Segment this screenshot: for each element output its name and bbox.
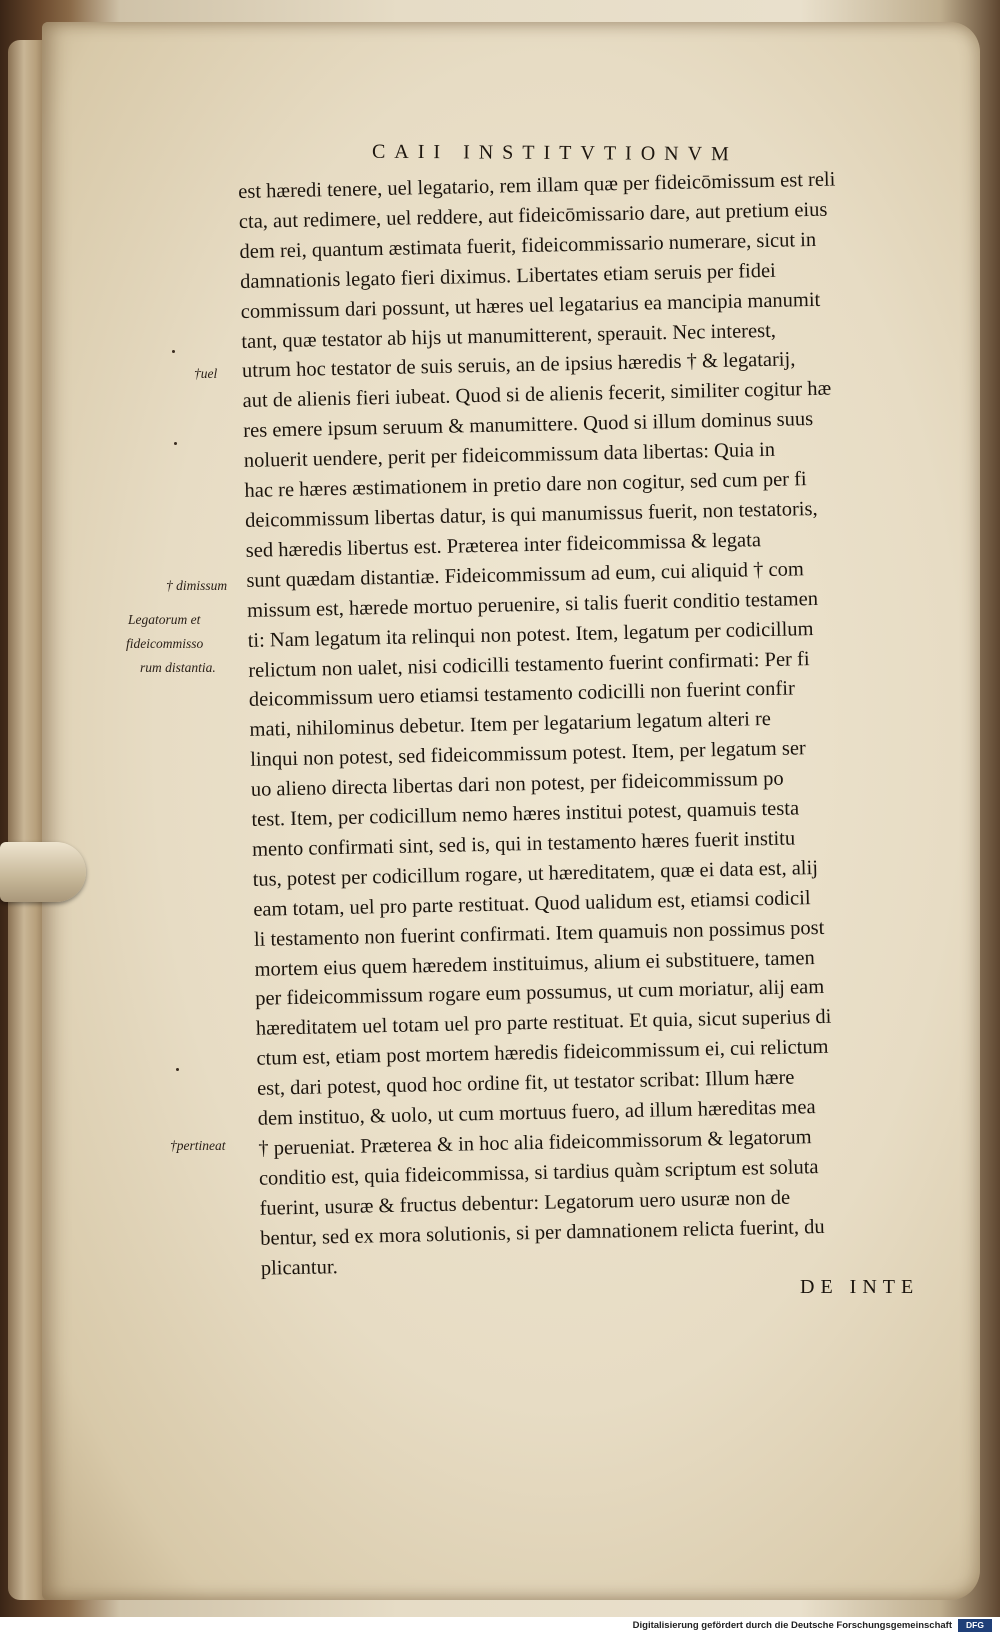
- margin-note: †pertineat: [170, 1138, 226, 1153]
- text-line: li testamento non fuerint confirmati. Item quamuis non possimus post: [253, 916, 825, 951]
- text-line: est hæredi tenere, uel legatario, rem illam quæ per fideicōmissum est reli: [238, 168, 836, 203]
- text-line: cta, aut redimere, uel reddere, aut fideicōmissario dare, aut pretium eius: [238, 198, 828, 233]
- text-line: relictum non ualet, nisi codicilli testamento fuerint confirmati: Per fi: [248, 647, 810, 682]
- text-line: hac re hæres æstimationem in pretio dare non cogitur, sed cum per fi: [244, 468, 807, 502]
- text-line: dem rei, quantum æstimata fuerit, fideicommissario numerare, sicut in: [239, 228, 817, 263]
- body-text: [238, 163, 971, 1284]
- text-line: ti: Nam legatum ita relinqui non potest. Item, legatum per codicillum: [247, 617, 814, 652]
- text-line: deicommissum libertas datur, is qui manumissus fuerit, non testatoris,: [244, 497, 818, 532]
- text-line: tant, quæ testator ab hijs ut manumitterent, sperauit. Nec interest,: [241, 319, 777, 353]
- text-line: linqui non potest, sed fideicommissum potest. Item, per legatum ser: [249, 737, 806, 772]
- margin-note: rum distantia.: [140, 660, 216, 675]
- text-line: deicommissum uero etiamsi testamento codicilli non fuerint confir: [248, 677, 796, 712]
- text-line: hæreditatem uel totam uel pro parte restituat. Et quia, sicut superius di: [255, 1006, 832, 1041]
- text-line: per fideicommissum rogare eum possumus, ut cum moriatur, alij eam: [254, 976, 825, 1011]
- margin-note: † dimissum: [166, 578, 228, 593]
- text-line: missum est, hærede mortuo peruenire, si talis fuerit conditio testamen: [246, 587, 819, 622]
- text-line: plicantur.: [260, 1255, 338, 1280]
- text-line: bentur, sed ex mora solutionis, si per damnationem relicta fuerint, du: [259, 1215, 825, 1250]
- dfg-credit: Digitalisierung gefördert durch die Deutsche Forschungsgemeinschaft: [632, 1620, 952, 1631]
- ink-speck: [176, 1068, 179, 1071]
- text-line: test. Item, per codicillum nemo hæres institui potest, quamuis testa: [251, 797, 800, 831]
- text-line: fuerint, usuræ & fructus debentur: Legatorum uero usuræ non de: [259, 1186, 791, 1220]
- ink-speck: [174, 442, 177, 445]
- text-line: dem instituo, & uolo, ut cum mortuus fuero, ad illum hæreditas mea: [257, 1096, 816, 1130]
- margin-note: fideicommisso: [126, 636, 204, 651]
- margin-notes: [0, 0, 250, 1400]
- text-line: uo alieno directa libertas dari non potest, per fideicommissum po: [250, 767, 784, 801]
- text-line: sed hæredis libertus est. Præterea inter fideicommissa & legata: [245, 529, 762, 562]
- text-line: tus, potest per codicillum rogare, ut hæreditatem, quæ ei data est, alij: [252, 856, 819, 891]
- text-line: mati, nihilominus debetur. Item per legatarium legatum alteri re: [249, 708, 772, 742]
- text-line: res emere ipsum seruum & manumittere. Quod si illum dominus suus: [243, 408, 814, 443]
- text-line: ctum est, etiam post mortem hæredis fideicommissum ei, cui relictum: [256, 1036, 829, 1071]
- text-line: sunt quædam distantiæ. Fideicommissum ad eum, cui aliquid † com: [246, 558, 804, 592]
- text-line: est, dari potest, quod hoc ordine fit, ut testator scribat: Illum hære: [256, 1066, 795, 1100]
- text-line: damnationis legato fieri diximus. Libertates etiam seruis per fidei: [239, 259, 776, 293]
- text-line: utrum hoc testator de suis seruis, an de ipsius hæredis † & legatarij,: [241, 348, 796, 383]
- ink-speck: [172, 350, 175, 353]
- text-line: † perueniat. Præterea & in hoc alia fideicommissorum & legatorum: [258, 1126, 812, 1160]
- catchword: DE INTE: [800, 1276, 920, 1298]
- text-line: commissum dari possunt, ut hæres uel legatarius ea mancipia manumit: [240, 288, 821, 323]
- margin-note: †uel: [194, 366, 218, 381]
- text-line: noluerit uendere, perit per fideicommissum data libertas: Quia in: [243, 438, 776, 473]
- dfg-logo: DFG: [958, 1619, 992, 1632]
- text-line: mento confirmati sint, sed is, qui in testamento hæres fuerit institu: [251, 827, 796, 861]
- text-line: aut de alienis fieri iubeat. Quod si de alienis fecerit, similiter cogitur hæ: [242, 377, 832, 413]
- text-line: conditio est, quia fideicommissa, si tardius quàm scriptum est soluta: [258, 1155, 819, 1190]
- running-head: CAII INSTITVTIONVM: [371, 140, 738, 166]
- text-line: eam totam, uel pro parte restituat. Quod ualidum est, etiamsi codicil: [253, 886, 811, 921]
- margin-note: Legatorum et: [128, 612, 201, 627]
- text-line: mortem eius quem hæredem instituimus, alium ei substituere, tamen: [254, 946, 815, 981]
